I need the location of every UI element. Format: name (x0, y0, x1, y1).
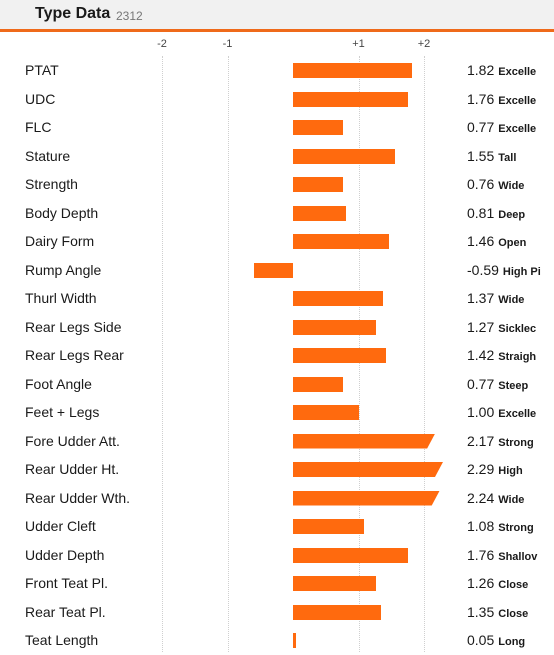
trait-descriptor: High Pi (502, 265, 541, 278)
trait-bar (254, 263, 293, 278)
trait-descriptor: Open (498, 237, 527, 249)
trait-bar (293, 348, 386, 363)
axis-tick-label: -1 (222, 38, 233, 50)
trait-label: Stature (25, 147, 71, 164)
trait-bar (293, 434, 435, 449)
trait-value-number: 2.24 (467, 489, 495, 506)
trait-row (0, 256, 554, 285)
trait-value (467, 148, 516, 164)
trait-value (467, 518, 534, 534)
trait-value (467, 233, 526, 249)
trait-bar (293, 491, 440, 506)
axis-tick-label: +1 (352, 38, 365, 50)
trait-value-number: -0.59 (467, 261, 499, 278)
trait-label: Rear Legs Rear (25, 347, 124, 363)
trait-descriptor: Excelle (498, 66, 537, 78)
trait-descriptor: Excelle (498, 94, 537, 107)
trait-value-number: 2.29 (467, 461, 495, 477)
trait-bar (293, 177, 343, 192)
trait-row (0, 85, 554, 114)
trait-value-number: 1.00 (467, 404, 495, 420)
trait-label: Rear Udder Ht. (25, 461, 120, 477)
trait-label: PTAT (25, 62, 59, 78)
trait-bar (293, 605, 381, 620)
trait-value (467, 632, 525, 648)
trait-bar (293, 234, 389, 249)
trait-value (467, 347, 536, 363)
trait-row (0, 170, 554, 199)
trait-descriptor: Close (498, 607, 529, 620)
trait-value (467, 461, 523, 477)
trait-row (0, 455, 554, 484)
trait-value-number: 1.46 (467, 233, 495, 249)
trait-descriptor: Wide (498, 493, 525, 506)
trait-value-number: 1.35 (467, 603, 495, 620)
trait-row (0, 427, 554, 456)
trait-value-number: 1.37 (467, 290, 495, 306)
trait-value-number: 0.81 (467, 204, 495, 221)
trait-bar (293, 462, 443, 477)
chart-title: Type Data (35, 5, 111, 22)
trait-descriptor: Excelle (498, 123, 537, 135)
trait-value-number: 1.55 (467, 147, 495, 164)
trait-value-number: 1.76 (467, 546, 495, 563)
trait-label: Udder Depth (25, 546, 105, 563)
trait-descriptor: Steep (498, 379, 529, 392)
trait-row (0, 313, 554, 342)
trait-label: Fore Udder Att. (25, 432, 120, 449)
trait-row (0, 142, 554, 171)
chart-subtitle: 2312 (116, 9, 143, 23)
trait-row (0, 199, 554, 228)
trait-label: FLC (25, 119, 52, 135)
trait-bar (293, 291, 383, 306)
trait-descriptor: Strong (498, 522, 534, 534)
trait-value (467, 604, 528, 620)
trait-value-number: 1.26 (467, 575, 495, 591)
trait-label: Feet + Legs (25, 404, 100, 420)
header-accent-line (0, 29, 554, 32)
trait-value (467, 547, 537, 563)
trait-row (0, 284, 554, 313)
trait-value-number: 0.76 (467, 176, 495, 192)
trait-value (467, 290, 524, 306)
trait-value (467, 119, 536, 135)
trait-bar (293, 206, 346, 221)
trait-label: UDC (25, 90, 56, 107)
trait-value-number: 0.77 (467, 375, 495, 392)
trait-label: Rear Teat Pl. (25, 603, 106, 620)
trait-bar (293, 576, 376, 591)
trait-value (467, 62, 536, 78)
trait-bar (293, 120, 343, 135)
axis-tick-label: -2 (157, 38, 167, 50)
trait-value (467, 404, 536, 420)
trait-row (0, 341, 554, 370)
trait-bar (293, 149, 395, 164)
trait-value (467, 433, 534, 449)
trait-value (467, 205, 525, 221)
trait-value-number: 2.17 (467, 432, 495, 449)
trait-row (0, 541, 554, 570)
trait-value-number: 1.08 (467, 518, 495, 534)
trait-value (467, 319, 536, 335)
trait-label: Thurl Width (25, 290, 97, 306)
trait-value (467, 376, 528, 392)
axis-tick-label: +2 (417, 38, 431, 50)
trait-bar (293, 405, 359, 420)
trait-descriptor: Deep (498, 208, 526, 221)
trait-row (0, 569, 554, 598)
trait-bar (293, 377, 343, 392)
trait-row (0, 598, 554, 627)
trait-label: Foot Angle (25, 375, 92, 392)
trait-value (467, 176, 524, 192)
trait-value-number: 0.05 (467, 632, 495, 648)
trait-descriptor: Straigh (498, 351, 537, 363)
chart-header (0, 0, 554, 32)
trait-row (0, 398, 554, 427)
trait-bar (293, 320, 376, 335)
trait-label: Rump Angle (25, 261, 102, 278)
trait-descriptor: Shallov (498, 550, 538, 563)
trait-label: Rear Udder Wth. (25, 489, 131, 506)
trait-value (467, 262, 541, 278)
trait-row (0, 484, 554, 513)
trait-bar (293, 633, 296, 648)
trait-row (0, 370, 554, 399)
trait-label: Front Teat Pl. (25, 575, 109, 591)
trait-row (0, 56, 554, 85)
trait-value-number: 1.42 (467, 347, 495, 363)
trait-descriptor: Tall (498, 151, 517, 164)
trait-bar (293, 548, 408, 563)
trait-row (0, 227, 554, 256)
trait-value (467, 490, 524, 506)
trait-value-number: 1.82 (467, 62, 495, 78)
trait-value (467, 575, 528, 591)
trait-bar (293, 519, 364, 534)
trait-bar (293, 92, 408, 107)
trait-label: Body Depth (25, 204, 99, 221)
trait-row (0, 626, 554, 655)
trait-value-number: 1.27 (467, 318, 495, 335)
trait-label: Dairy Form (25, 233, 95, 249)
trait-label: Strength (25, 176, 78, 192)
trait-descriptor: Strong (498, 436, 534, 449)
trait-bar (293, 63, 412, 78)
trait-descriptor: Wide (498, 180, 525, 192)
trait-descriptor: Wide (498, 294, 525, 306)
trait-row (0, 113, 554, 142)
trait-value (467, 91, 536, 107)
trait-descriptor: Excelle (498, 408, 537, 420)
trait-row (0, 512, 554, 541)
trait-label: Udder Cleft (25, 518, 96, 534)
trait-label: Rear Legs Side (25, 318, 122, 335)
trait-descriptor: Close (498, 579, 529, 591)
trait-label: Teat Length (25, 632, 99, 648)
trait-descriptor: Long (498, 636, 526, 648)
trait-value-number: 0.77 (467, 119, 495, 135)
trait-descriptor: Sicklec (498, 322, 537, 335)
trait-value-number: 1.76 (467, 90, 495, 107)
trait-descriptor: High (498, 465, 523, 477)
